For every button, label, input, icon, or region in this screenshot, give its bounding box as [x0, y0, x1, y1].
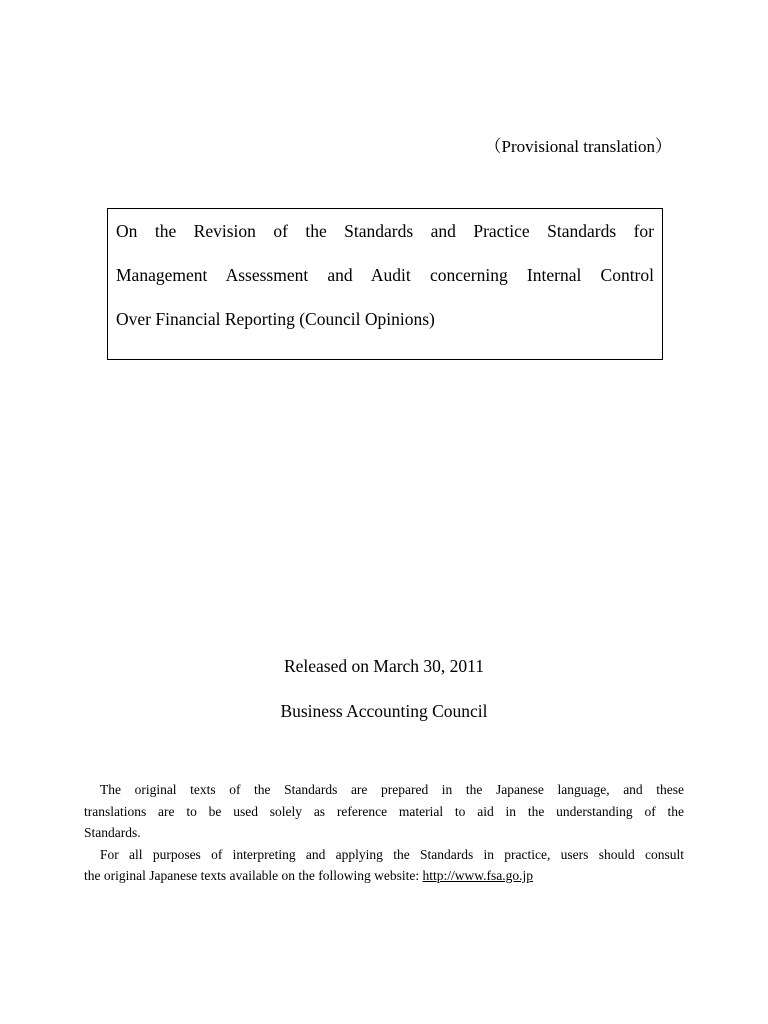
note-paragraph-2 [84, 844, 684, 887]
note-paragraph-1 [84, 779, 684, 844]
title-line-2: Management Assessment and Audit concerning Internal Control [116, 265, 654, 285]
note-paragraph-2-line-2 [84, 865, 684, 887]
release-date: Released on March 30, 2011 [283, 656, 485, 676]
title-box [107, 208, 663, 360]
provisional-translation-label: （Provisional translation） [484, 137, 672, 156]
publisher-name: Business Accounting Council [280, 701, 488, 721]
note-paragraph-1-line-2: translations are to be used solely as reference material to aid in the understanding of the [84, 803, 684, 819]
note-paragraph-2-line-2-text: the original Japanese texts available on the following website: [84, 868, 423, 883]
translation-note [84, 779, 684, 887]
title-line-1: On the Revision of the Standards and Practice Standards for [116, 221, 654, 241]
note-paragraph-1-line-3: Standards. [84, 825, 141, 840]
note-paragraph-1-line-1: The original texts of the Standards are prepared in the Japanese language, and these [100, 782, 684, 797]
fsa-website-link[interactable]: http://www.fsa.go.jp [422, 868, 534, 883]
title-line-3: Over Financial Reporting (Council Opinions) [116, 309, 435, 329]
note-paragraph-2-line-1: For all purposes of interpreting and applying the Standards in practice, users should consult [100, 846, 684, 862]
